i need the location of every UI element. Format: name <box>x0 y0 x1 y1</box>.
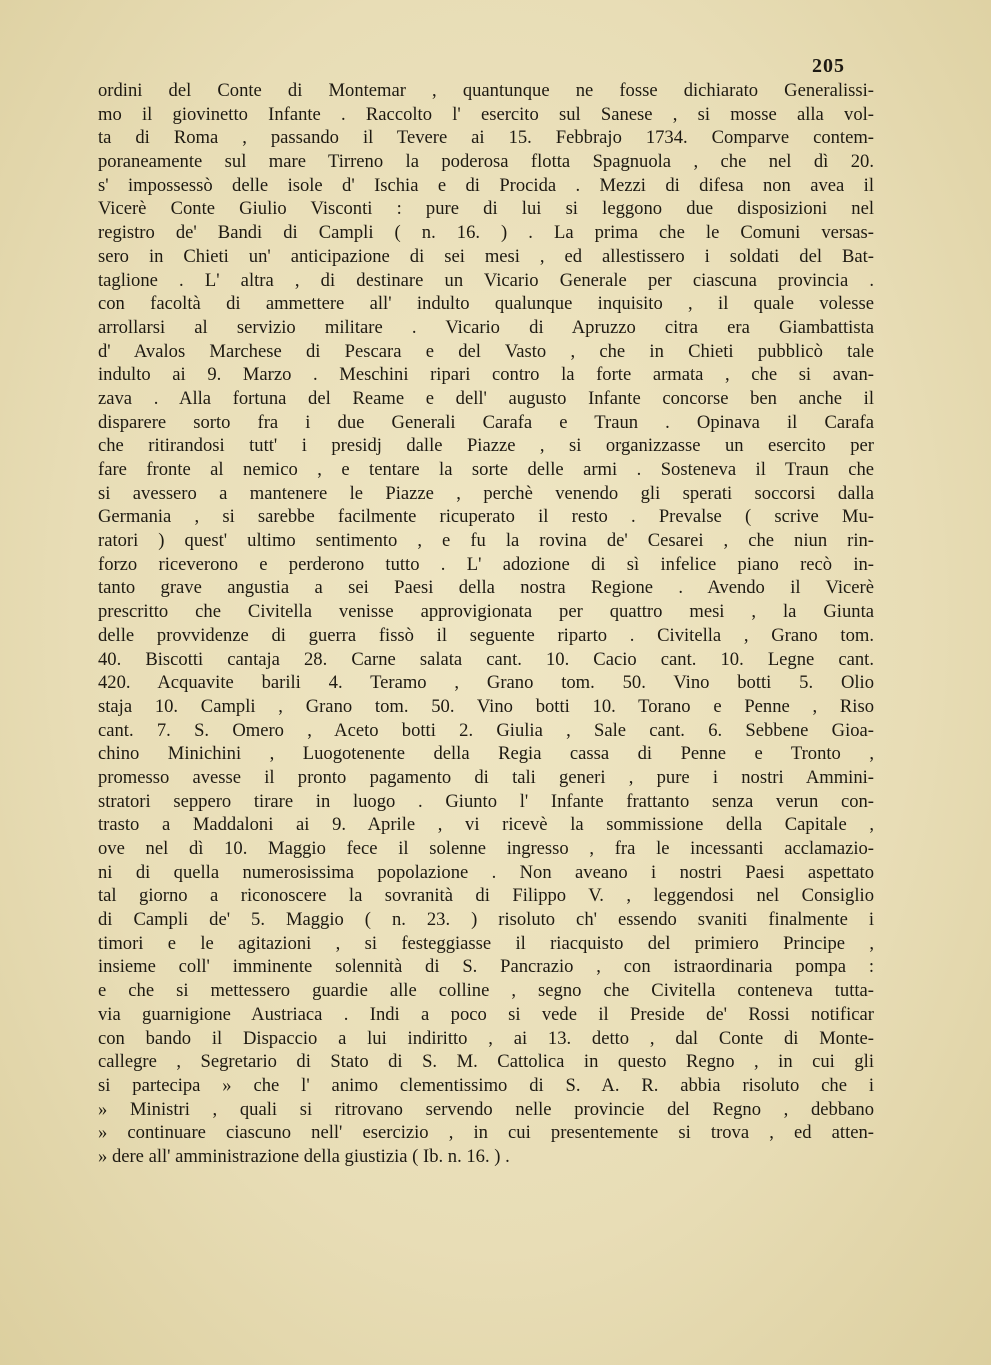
text-line: che ritirandosi tutt' i presidj dalle Piazze , si organizzasse un esercito per <box>98 435 874 457</box>
text-line: callegre , Segretario di Stato di S. M. Cattolica in questo Regno , in cui gli <box>98 1051 874 1073</box>
text-line: delle provvidenze di guerra fissò il seguente riparto . Civitella , Grano tom. <box>98 624 874 646</box>
text-line: Germania , si sarebbe facilmente ricuperato il resto . Prevalse ( scrive Mu- <box>98 506 874 528</box>
text-line: prescritto che Civitella venisse approvigionata per quattro mesi , la Giunta <box>98 601 874 623</box>
text-line: e che si mettessero guardie alle colline , segno che Civitella conteneva tutta- <box>98 980 874 1002</box>
text-line: insieme coll' imminente solennità di S. Pancrazio , con istraordinaria pompa : <box>98 956 874 978</box>
text-line: via guarnigione Austriaca . Indi a poco si vede il Preside de' Rossi notificar <box>98 1003 874 1025</box>
text-line: arrollarsi al servizio militare . Vicario di Apruzzo citra era Giambattista <box>98 316 874 338</box>
text-line: staja 10. Campli , Grano tom. 50. Vino botti 10. Torano e Penne , Riso <box>98 695 874 717</box>
text-line: s' impossessò delle isole d' Ischia e di Procida . Mezzi di difesa non avea il <box>98 174 874 196</box>
text-line: cant. 7. S. Omero , Aceto botti 2. Giulia , Sale cant. 6. Sebbene Gioa- <box>98 719 874 741</box>
text-line: » dere all' amministrazione della giustizia ( Ib. n. 16. ) . <box>98 1145 510 1167</box>
body-text <box>98 79 874 1169</box>
text-line: poraneamente sul mare Tirreno la poderosa flotta Spagnuola , che nel dì 20. <box>98 151 874 173</box>
text-line: con facoltà di ammettere all' indulto qualunque inquisito , il quale volesse <box>98 293 874 315</box>
text-line: tal giorno a riconoscere la sovranità di Filippo V. , leggendosi nel Consiglio <box>98 885 874 907</box>
text-line: con bando il Dispaccio a lui indiritto , ai 13. detto , dal Conte di Monte- <box>98 1027 874 1049</box>
text-line: » Ministri , quali si ritrovano servendo nelle provincie del Regno , debbano <box>98 1098 874 1120</box>
text-line: Vicerè Conte Giulio Visconti : pure di lui si leggono due disposizioni nel <box>98 198 874 220</box>
text-line: 40. Biscotti cantaja 28. Carne salata cant. 10. Cacio cant. 10. Legne cant. <box>98 648 874 670</box>
text-line: 420. Acquavite barili 4. Teramo , Grano tom. 50. Vino botti 5. Olio <box>98 672 874 694</box>
text-line: mo il giovinetto Infante . Raccolto l' esercito sul Sanese , si mosse alla vol- <box>98 103 874 125</box>
text-line: indulto ai 9. Marzo . Meschini ripari contro la forte armata , che si avan- <box>98 364 874 386</box>
text-line: d' Avalos Marchese di Pescara e del Vasto , che in Chieti pubblicò tale <box>98 340 874 362</box>
text-line: registro de' Bandi di Campli ( n. 16. ) . La prima che le Comuni versas- <box>98 222 874 244</box>
text-line: forzo riceverono e perderono tutto . L' adozione di sì infelice piano recò in- <box>98 553 874 575</box>
text-line: stratori seppero tirare in luogo . Giunto l' Infante frattanto senza verun con- <box>98 790 874 812</box>
text-line: di Campli de' 5. Maggio ( n. 23. ) risoluto ch' essendo svaniti finalmente i <box>98 909 874 931</box>
text-line: chino Minichini , Luogotenente della Regia cassa di Penne e Tronto , <box>98 743 874 765</box>
text-line: disparere sorto fra i due Generali Carafa e Traun . Opinava il Carafa <box>98 411 874 433</box>
text-line: fare fronte al nemico , e tentare la sorte delle armi . Sosteneva il Traun che <box>98 459 874 480</box>
text-line: tanto grave angustia a sei Paesi della nostra Regione . Avendo il Vicerè <box>98 577 874 599</box>
page-number: 205 <box>812 55 845 77</box>
text-line: » continuare ciascuno nell' esercizio , in cui presentemente si trova , ed atten- <box>98 1122 874 1144</box>
text-line: ratori ) quest' ultimo sentimento , e fu la rovina de' Cesarei , che niun rin- <box>98 530 874 552</box>
text-line: ta di Roma , passando il Tevere ai 15. Febbrajo 1734. Comparve contem- <box>98 127 874 149</box>
text-line: ove nel dì 10. Maggio fece il solenne ingresso , fra le incessanti acclamazio- <box>98 838 874 859</box>
text-line: ordini del Conte di Montemar , quantunque ne fosse dichiarato Generalissi- <box>98 80 874 101</box>
text-line: si partecipa » che l' animo clementissimo di S. A. R. abbia risoluto che i <box>98 1074 874 1096</box>
text-line: trasto a Maddaloni ai 9. Aprile , vi ricevè la sommissione della Capitale , <box>98 814 874 836</box>
text-line: taglione . L' altra , di destinare un Vicario Generale per ciascuna provincia . <box>98 269 874 291</box>
text-line: timori e le agitazioni , si festeggiasse il riacquisto del primiero Principe , <box>98 932 874 954</box>
text-line: si avessero a mantenere le Piazze , perchè venendo gli sperati soccorsi dalla <box>98 482 874 504</box>
text-line: promesso avesse il pronto pagamento di tali generi , pure i nostri Ammini- <box>98 766 874 788</box>
text-line: ni di quella numerosissima popolazione . Non aveano i nostri Paesi aspettato <box>98 861 874 883</box>
text-line: zava . Alla fortuna del Reame e dell' augusto Infante concorse ben anche il <box>98 387 874 409</box>
text-line: sero in Chieti un' anticipazione di sei mesi , ed allestissero i soldati del Bat- <box>98 245 874 267</box>
